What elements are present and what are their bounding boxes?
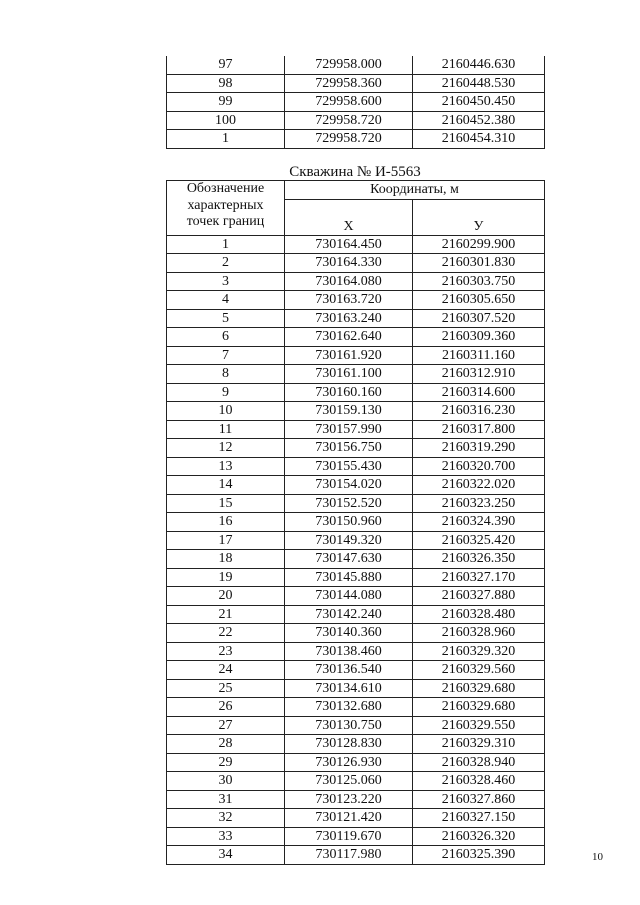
y-coordinate-cell: 2160325.390 [413, 846, 545, 865]
table-row [167, 642, 545, 661]
point-number-cell: 4 [167, 291, 285, 310]
table-row [167, 56, 545, 74]
y-coordinate-cell: 2160325.420 [413, 531, 545, 550]
x-coordinate-cell: 729958.360 [285, 74, 413, 93]
y-coordinate-cell: 2160305.650 [413, 291, 545, 310]
x-coordinate-cell: 729958.720 [285, 111, 413, 130]
x-coordinate-cell: 730163.720 [285, 291, 413, 310]
x-coordinate-cell: 730156.750 [285, 439, 413, 458]
table-row [167, 254, 545, 273]
point-number-cell: 22 [167, 624, 285, 643]
table-row [167, 235, 545, 254]
x-coordinate-cell: 730155.430 [285, 457, 413, 476]
continued-coordinates-table [166, 56, 545, 149]
point-number-cell: 28 [167, 735, 285, 754]
y-coordinate-cell: 2160317.800 [413, 420, 545, 439]
point-number-cell: 27 [167, 716, 285, 735]
y-coordinate-cell: 2160326.320 [413, 827, 545, 846]
y-coordinate-cell: 2160301.830 [413, 254, 545, 273]
y-coordinate-cell: 2160309.360 [413, 328, 545, 347]
table-row [167, 476, 545, 495]
table-row [167, 809, 545, 828]
x-coordinate-cell: 730125.060 [285, 772, 413, 791]
y-coordinate-cell: 2160311.160 [413, 346, 545, 365]
x-coordinate-cell: 730117.980 [285, 846, 413, 865]
y-coordinate-cell: 2160319.290 [413, 439, 545, 458]
y-coordinate-cell: 2160314.600 [413, 383, 545, 402]
table-row [167, 309, 545, 328]
table-row [167, 513, 545, 532]
y-coordinate-cell: 2160324.390 [413, 513, 545, 532]
point-number-cell: 23 [167, 642, 285, 661]
y-coordinate-cell: 2160329.680 [413, 698, 545, 717]
point-number-cell: 26 [167, 698, 285, 717]
table-row [167, 457, 545, 476]
point-number-cell: 3 [167, 272, 285, 291]
y-coordinate-cell: 2160328.480 [413, 605, 545, 624]
x-coordinate-cell: 730159.130 [285, 402, 413, 421]
y-coordinate-cell: 2160316.230 [413, 402, 545, 421]
point-number-cell: 25 [167, 679, 285, 698]
well-coordinates-table [166, 180, 545, 865]
table-row [167, 130, 545, 149]
x-coordinate-cell: 730123.220 [285, 790, 413, 809]
y-coordinate-cell: 2160303.750 [413, 272, 545, 291]
table-row [167, 587, 545, 606]
point-number-cell: 20 [167, 587, 285, 606]
y-coordinate-cell: 2160327.880 [413, 587, 545, 606]
table-row [167, 111, 545, 130]
x-coordinate-cell: 730150.960 [285, 513, 413, 532]
x-coordinate-cell: 730164.080 [285, 272, 413, 291]
y-coordinate-cell: 2160320.700 [413, 457, 545, 476]
point-number-cell: 16 [167, 513, 285, 532]
point-number-cell: 19 [167, 568, 285, 587]
point-number-cell: 98 [167, 74, 285, 93]
table-row [167, 346, 545, 365]
point-number-cell: 1 [167, 235, 285, 254]
y-coordinate-cell: 2160327.170 [413, 568, 545, 587]
point-number-cell: 8 [167, 365, 285, 384]
x-coordinate-cell: 730121.420 [285, 809, 413, 828]
x-coordinate-cell: 730164.330 [285, 254, 413, 273]
y-coordinate-cell: 2160329.310 [413, 735, 545, 754]
point-number-cell: 14 [167, 476, 285, 495]
y-coordinate-cell: 2160329.560 [413, 661, 545, 680]
table-row [167, 93, 545, 112]
point-number-cell: 11 [167, 420, 285, 439]
table-row [167, 439, 545, 458]
table-row [167, 605, 545, 624]
page-number: 10 [592, 851, 603, 863]
y-coordinate-cell: 2160448.530 [413, 74, 545, 93]
point-number-cell: 13 [167, 457, 285, 476]
point-number-cell: 21 [167, 605, 285, 624]
well-caption: Скважина № И-5563 [289, 164, 421, 180]
table-row [167, 328, 545, 347]
y-coordinate-cell: 2160450.450 [413, 93, 545, 112]
x-coordinate-cell: 730138.460 [285, 642, 413, 661]
table-row [167, 365, 545, 384]
table-row [167, 846, 545, 865]
point-number-cell: 34 [167, 846, 285, 865]
x-coordinate-cell: 730161.920 [285, 346, 413, 365]
y-coordinate-cell: 2160323.250 [413, 494, 545, 513]
table-row [167, 74, 545, 93]
x-coordinate-cell: 730126.930 [285, 753, 413, 772]
point-number-cell: 1 [167, 130, 285, 149]
x-coordinate-cell: 730119.670 [285, 827, 413, 846]
y-coordinate-cell: 2160446.630 [413, 56, 545, 74]
point-number-cell: 24 [167, 661, 285, 680]
header-line-3: точек границ [186, 214, 265, 229]
table-row [167, 661, 545, 680]
table-row [167, 827, 545, 846]
y-coordinate-cell: 2160326.350 [413, 550, 545, 569]
y-coordinate-cell: 2160312.910 [413, 365, 545, 384]
x-coordinate-cell: 730154.020 [285, 476, 413, 495]
table-row [167, 383, 545, 402]
point-number-cell: 17 [167, 531, 285, 550]
x-coordinate-cell: 730149.320 [285, 531, 413, 550]
y-coordinate-cell: 2160307.520 [413, 309, 545, 328]
well-coordinates-body [167, 235, 545, 864]
x-coordinate-cell: 730163.240 [285, 309, 413, 328]
x-coordinate-cell: 730140.360 [285, 624, 413, 643]
point-number-cell: 18 [167, 550, 285, 569]
point-designation-header [167, 181, 285, 236]
y-coordinate-cell: 2160454.310 [413, 130, 545, 149]
point-number-cell: 99 [167, 93, 285, 112]
x-coordinate-cell: 730164.450 [285, 235, 413, 254]
table-row [167, 402, 545, 421]
x-coordinate-cell: 730128.830 [285, 735, 413, 754]
x-coordinate-cell: 730145.880 [285, 568, 413, 587]
point-number-cell: 10 [167, 402, 285, 421]
x-coordinate-cell: 730157.990 [285, 420, 413, 439]
y-coordinate-cell: 2160328.460 [413, 772, 545, 791]
point-number-cell: 2 [167, 254, 285, 273]
table-row [167, 772, 545, 791]
x-coordinate-cell: 730134.610 [285, 679, 413, 698]
x-coordinate-cell: 730161.100 [285, 365, 413, 384]
point-number-cell: 5 [167, 309, 285, 328]
point-number-cell: 7 [167, 346, 285, 365]
table-row [167, 494, 545, 513]
table-row [167, 420, 545, 439]
x-coordinate-cell: 730144.080 [285, 587, 413, 606]
x-coordinate-cell: 730160.160 [285, 383, 413, 402]
y-coordinate-cell: 2160329.680 [413, 679, 545, 698]
point-number-cell: 97 [167, 56, 285, 74]
point-number-cell: 29 [167, 753, 285, 772]
y-coordinate-cell: 2160328.960 [413, 624, 545, 643]
x-coordinate-cell: 729958.000 [285, 56, 413, 74]
x-column-header: X [285, 199, 413, 235]
header-line-1: Обозначение [186, 181, 265, 196]
y-coordinate-cell: 2160329.550 [413, 716, 545, 735]
point-number-cell: 30 [167, 772, 285, 791]
x-coordinate-cell: 730162.640 [285, 328, 413, 347]
table-row [167, 291, 545, 310]
table-row [167, 716, 545, 735]
table-row [167, 735, 545, 754]
table-row [167, 790, 545, 809]
x-coordinate-cell: 730132.680 [285, 698, 413, 717]
x-coordinate-cell: 729958.720 [285, 130, 413, 149]
y-column-header: У [413, 199, 545, 235]
x-coordinate-cell: 730152.520 [285, 494, 413, 513]
y-coordinate-cell: 2160328.940 [413, 753, 545, 772]
x-coordinate-cell: 730130.750 [285, 716, 413, 735]
table-row [167, 753, 545, 772]
header-line-2: характерных [187, 197, 264, 213]
point-number-cell: 31 [167, 790, 285, 809]
point-number-cell: 9 [167, 383, 285, 402]
x-coordinate-cell: 729958.600 [285, 93, 413, 112]
y-coordinate-cell: 2160327.150 [413, 809, 545, 828]
coordinates-header: Координаты, м [285, 181, 545, 200]
table-row [167, 550, 545, 569]
table-row [167, 272, 545, 291]
table-row [167, 624, 545, 643]
x-coordinate-cell: 730147.630 [285, 550, 413, 569]
table-row [167, 698, 545, 717]
y-coordinate-cell: 2160452.380 [413, 111, 545, 130]
point-number-cell: 12 [167, 439, 285, 458]
y-coordinate-cell: 2160327.860 [413, 790, 545, 809]
point-number-cell: 100 [167, 111, 285, 130]
y-coordinate-cell: 2160322.020 [413, 476, 545, 495]
y-coordinate-cell: 2160299.900 [413, 235, 545, 254]
point-number-cell: 6 [167, 328, 285, 347]
x-coordinate-cell: 730142.240 [285, 605, 413, 624]
point-number-cell: 15 [167, 494, 285, 513]
table-row [167, 568, 545, 587]
continued-coordinates-body [167, 56, 545, 148]
x-coordinate-cell: 730136.540 [285, 661, 413, 680]
table-row [167, 531, 545, 550]
table-row [167, 679, 545, 698]
point-number-cell: 33 [167, 827, 285, 846]
y-coordinate-cell: 2160329.320 [413, 642, 545, 661]
point-number-cell: 32 [167, 809, 285, 828]
